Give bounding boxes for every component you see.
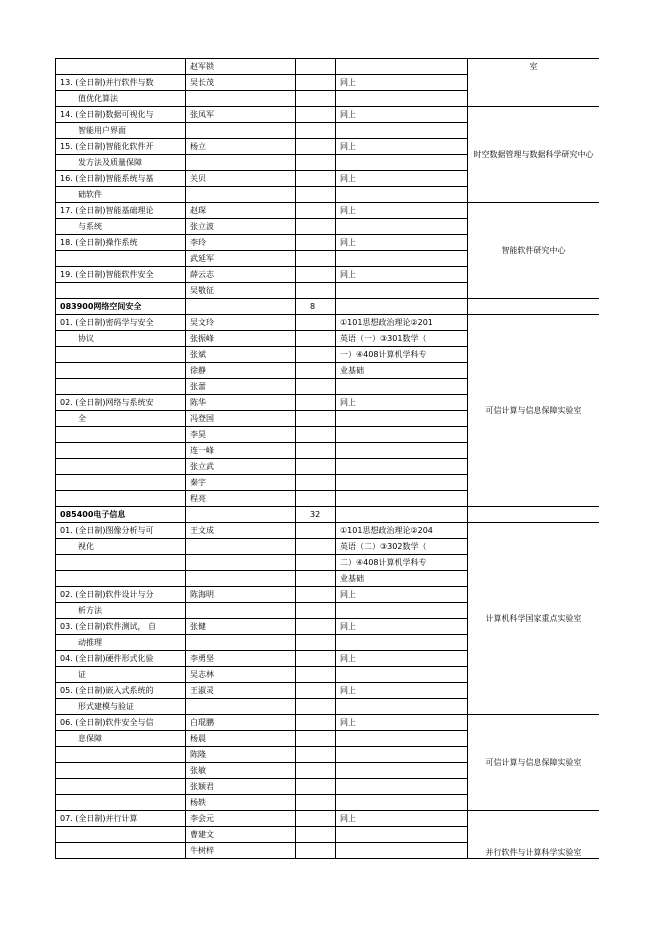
direction-cell (56, 555, 186, 571)
quota-cell (296, 91, 336, 107)
quota-cell (296, 619, 336, 635)
supervisor-cell: 冯登国 (186, 411, 296, 427)
exam-subjects-cell (336, 779, 468, 795)
supervisor-cell (186, 539, 296, 555)
supervisor-cell (186, 603, 296, 619)
quota-cell (296, 763, 336, 779)
supervisor-cell: 吴志林 (186, 667, 296, 683)
research-unit-cell: 智能软件研究中心 (468, 203, 600, 299)
supervisor-cell: 曹建文 (186, 827, 296, 843)
quota-cell (296, 235, 336, 251)
direction-cell: 06. (全日制)软件安全与信 (56, 715, 186, 731)
direction-cell: 02. (全日制)软件设计与分 (56, 587, 186, 603)
supervisor-cell: 张立波 (186, 219, 296, 235)
exam-subjects-cell: 同上 (336, 619, 468, 635)
exam-subjects-cell: 业基础 (336, 363, 468, 379)
exam-subjects-cell (336, 699, 468, 715)
exam-subjects-cell: 同上 (336, 235, 468, 251)
supervisor-cell: 白琨鹏 (186, 715, 296, 731)
quota-cell (296, 139, 336, 155)
direction-cell (56, 427, 186, 443)
supervisor-cell: 张凤军 (186, 107, 296, 123)
direction-cell (56, 747, 186, 763)
section-row (56, 299, 600, 315)
supervisor-cell: 吴长茂 (186, 75, 296, 91)
exam-subjects-cell: 同上 (336, 203, 468, 219)
exam-subjects-cell: 同上 (336, 267, 468, 283)
supervisor-cell (186, 299, 296, 315)
supervisor-cell: 赵琛 (186, 203, 296, 219)
supervisor-cell: 张健 (186, 619, 296, 635)
research-unit-cell: 计算机科学国家重点实验室 (468, 523, 600, 715)
exam-subjects-cell (336, 155, 468, 171)
direction-cell: 04. (全日制)硬件形式化验 (56, 651, 186, 667)
quota-cell (296, 379, 336, 395)
table-row (56, 715, 600, 731)
exam-subjects-cell: ①101思想政治理论②204 (336, 523, 468, 539)
quota-cell (296, 59, 336, 75)
exam-subjects-cell: 英语（一）③301数学（ (336, 331, 468, 347)
direction-cell: 视化 (56, 539, 186, 555)
supervisor-cell: 武延军 (186, 251, 296, 267)
quota-cell (296, 155, 336, 171)
exam-subjects-cell (336, 635, 468, 651)
quota-cell (296, 267, 336, 283)
exam-subjects-cell (336, 475, 468, 491)
supervisor-cell: 吴文玲 (186, 315, 296, 331)
supervisor-cell (186, 155, 296, 171)
quota-cell (296, 555, 336, 571)
exam-subjects-cell (336, 299, 468, 315)
supervisor-cell: 薛云志 (186, 267, 296, 283)
research-unit-cell: 并行软件与计算科学实验室 (468, 811, 600, 859)
supervisor-cell (186, 187, 296, 203)
direction-cell: 085400电子信息 (56, 507, 186, 523)
quota-cell (296, 171, 336, 187)
quota-cell (296, 571, 336, 587)
direction-cell: 16. (全日制)智能系统与基 (56, 171, 186, 187)
quota-cell (296, 683, 336, 699)
supervisor-cell (186, 507, 296, 523)
direction-cell (56, 571, 186, 587)
direction-cell: 14. (全日制)数据可视化与 (56, 107, 186, 123)
supervisor-cell: 张立武 (186, 459, 296, 475)
direction-cell (56, 59, 186, 75)
supervisor-cell: 杨轶 (186, 795, 296, 811)
quota-cell (296, 395, 336, 411)
direction-cell (56, 363, 186, 379)
exam-subjects-cell: 同上 (336, 395, 468, 411)
quota-cell (296, 459, 336, 475)
supervisor-cell: 陈海明 (186, 587, 296, 603)
direction-cell: 与系统 (56, 219, 186, 235)
section-row (56, 507, 600, 523)
exam-subjects-cell (336, 603, 468, 619)
exam-subjects-cell (336, 795, 468, 811)
research-unit-cell: 室 (468, 59, 600, 107)
exam-subjects-cell (336, 763, 468, 779)
table-row (56, 811, 600, 827)
exam-subjects-cell: 同上 (336, 139, 468, 155)
quota-cell (296, 731, 336, 747)
supervisor-cell: 杨立 (186, 139, 296, 155)
table-row (56, 523, 600, 539)
exam-subjects-cell (336, 491, 468, 507)
supervisor-cell (186, 699, 296, 715)
exam-subjects-cell (336, 427, 468, 443)
quota-cell (296, 427, 336, 443)
supervisor-cell: 连一峰 (186, 443, 296, 459)
quota-cell (296, 203, 336, 219)
direction-cell: 协议 (56, 331, 186, 347)
direction-cell (56, 251, 186, 267)
supervisor-cell: 程亮 (186, 491, 296, 507)
exam-subjects-cell: ①101思想政治理论②201 (336, 315, 468, 331)
direction-cell (56, 459, 186, 475)
direction-cell (56, 443, 186, 459)
exam-subjects-cell (336, 379, 468, 395)
research-unit-cell: 可信计算与信息保障实验室 (468, 315, 600, 507)
supervisor-cell (186, 571, 296, 587)
quota-cell (296, 827, 336, 843)
quota-cell (296, 219, 336, 235)
exam-subjects-cell (336, 411, 468, 427)
direction-cell: 动推理 (56, 635, 186, 651)
quota-cell (296, 123, 336, 139)
exam-subjects-cell: 同上 (336, 75, 468, 91)
exam-subjects-cell (336, 219, 468, 235)
quota-cell (296, 699, 336, 715)
quota-cell (296, 587, 336, 603)
quota-cell (296, 811, 336, 827)
supervisor-cell (186, 123, 296, 139)
supervisor-cell: 关贝 (186, 171, 296, 187)
exam-subjects-cell: 英语（二）③302数学（ (336, 539, 468, 555)
direction-cell: 05. (全日制)嵌入式系统的 (56, 683, 186, 699)
quota-cell (296, 779, 336, 795)
quota-cell (296, 651, 336, 667)
exam-subjects-cell (336, 187, 468, 203)
table-row (56, 315, 600, 331)
exam-subjects-cell: 同上 (336, 587, 468, 603)
direction-cell: 息保障 (56, 731, 186, 747)
admission-table (55, 58, 599, 859)
exam-subjects-cell: 同上 (336, 715, 468, 731)
quota-cell (296, 283, 336, 299)
direction-cell: 19. (全日制)智能软件安全 (56, 267, 186, 283)
research-unit-cell: 可信计算与信息保障实验室 (468, 715, 600, 811)
quota-cell (296, 363, 336, 379)
direction-cell: 01. (全日制)密码学与安全 (56, 315, 186, 331)
direction-cell: 01. (全日制)图像分析与可 (56, 523, 186, 539)
direction-cell (56, 843, 186, 859)
supervisor-cell: 张颖君 (186, 779, 296, 795)
quota-cell (296, 107, 336, 123)
exam-subjects-cell (336, 123, 468, 139)
exam-subjects-cell: 二）④408计算机学科专 (336, 555, 468, 571)
direction-cell: 15. (全日制)智能化软件开 (56, 139, 186, 155)
supervisor-cell: 杨晨 (186, 731, 296, 747)
exam-subjects-cell (336, 843, 468, 859)
research-unit-cell (468, 507, 600, 523)
direction-cell (56, 491, 186, 507)
quota-cell (296, 603, 336, 619)
direction-cell: 07. (全日制)并行计算 (56, 811, 186, 827)
supervisor-cell: 秦宇 (186, 475, 296, 491)
supervisor-cell: 吴敬征 (186, 283, 296, 299)
quota-cell (296, 523, 336, 539)
exam-subjects-cell: 业基础 (336, 571, 468, 587)
quota-cell (296, 747, 336, 763)
supervisor-cell: 徐静 (186, 363, 296, 379)
admission-table-sheet (55, 58, 599, 860)
supervisor-cell: 王文成 (186, 523, 296, 539)
quota-cell (296, 251, 336, 267)
quota-cell (296, 539, 336, 555)
supervisor-cell: 王淑灵 (186, 683, 296, 699)
direction-cell: 03. (全日制)软件测试， 自 (56, 619, 186, 635)
quota-cell (296, 795, 336, 811)
quota-cell (296, 315, 336, 331)
supervisor-cell: 张蕾 (186, 379, 296, 395)
direction-cell: 形式建模与验证 (56, 699, 186, 715)
exam-subjects-cell: 一）④408计算机学科专 (336, 347, 468, 363)
direction-cell: 18. (全日制)操作系统 (56, 235, 186, 251)
supervisor-cell: 李昊 (186, 427, 296, 443)
exam-subjects-cell (336, 827, 468, 843)
direction-cell: 证 (56, 667, 186, 683)
direction-cell (56, 795, 186, 811)
direction-cell (56, 283, 186, 299)
direction-cell: 083900网络空间安全 (56, 299, 186, 315)
table-row (56, 107, 600, 123)
table-row (56, 59, 600, 75)
direction-cell (56, 779, 186, 795)
quota-cell (296, 635, 336, 651)
quota-cell (296, 715, 336, 731)
direction-cell: 发方法及质量保障 (56, 155, 186, 171)
exam-subjects-cell (336, 747, 468, 763)
exam-subjects-cell (336, 283, 468, 299)
quota-cell (296, 843, 336, 859)
direction-cell: 析方法 (56, 603, 186, 619)
quota-cell (296, 491, 336, 507)
supervisor-cell: 李勇坚 (186, 651, 296, 667)
exam-subjects-cell (336, 507, 468, 523)
quota-cell (296, 187, 336, 203)
supervisor-cell: 陈隆 (186, 747, 296, 763)
quota-cell (296, 347, 336, 363)
direction-cell (56, 475, 186, 491)
research-unit-cell (468, 299, 600, 315)
supervisor-cell (186, 91, 296, 107)
direction-cell: 17. (全日制)智能基础理论 (56, 203, 186, 219)
exam-subjects-cell: 同上 (336, 107, 468, 123)
direction-cell (56, 763, 186, 779)
quota-cell: 8 (296, 299, 336, 315)
supervisor-cell: 赵军锁 (186, 59, 296, 75)
exam-subjects-cell (336, 251, 468, 267)
exam-subjects-cell: 同上 (336, 651, 468, 667)
supervisor-cell: 张振峰 (186, 331, 296, 347)
direction-cell: 础软件 (56, 187, 186, 203)
table-row (56, 203, 600, 219)
quota-cell (296, 331, 336, 347)
supervisor-cell: 牛树梓 (186, 843, 296, 859)
research-unit-cell: 时空数据管理与数据科学研究中心 (468, 107, 600, 203)
exam-subjects-cell (336, 443, 468, 459)
quota-cell: 32 (296, 507, 336, 523)
exam-subjects-cell (336, 91, 468, 107)
direction-cell: 13. (全日制)并行软件与数 (56, 75, 186, 91)
supervisor-cell: 张敏 (186, 763, 296, 779)
supervisor-cell: 李会元 (186, 811, 296, 827)
table-body (56, 59, 600, 859)
quota-cell (296, 475, 336, 491)
quota-cell (296, 75, 336, 91)
direction-cell: 值优化算法 (56, 91, 186, 107)
exam-subjects-cell (336, 59, 468, 75)
quota-cell (296, 667, 336, 683)
direction-cell: 全 (56, 411, 186, 427)
exam-subjects-cell: 同上 (336, 171, 468, 187)
direction-cell (56, 347, 186, 363)
direction-cell (56, 827, 186, 843)
direction-cell (56, 379, 186, 395)
exam-subjects-cell (336, 459, 468, 475)
exam-subjects-cell (336, 667, 468, 683)
exam-subjects-cell: 同上 (336, 683, 468, 699)
supervisor-cell (186, 635, 296, 651)
supervisor-cell (186, 555, 296, 571)
supervisor-cell: 张斌 (186, 347, 296, 363)
supervisor-cell: 陈华 (186, 395, 296, 411)
exam-subjects-cell: 同上 (336, 811, 468, 827)
exam-subjects-cell (336, 731, 468, 747)
supervisor-cell: 李玲 (186, 235, 296, 251)
quota-cell (296, 443, 336, 459)
direction-cell: 智能用户界面 (56, 123, 186, 139)
direction-cell: 02. (全日制)网络与系统安 (56, 395, 186, 411)
quota-cell (296, 411, 336, 427)
